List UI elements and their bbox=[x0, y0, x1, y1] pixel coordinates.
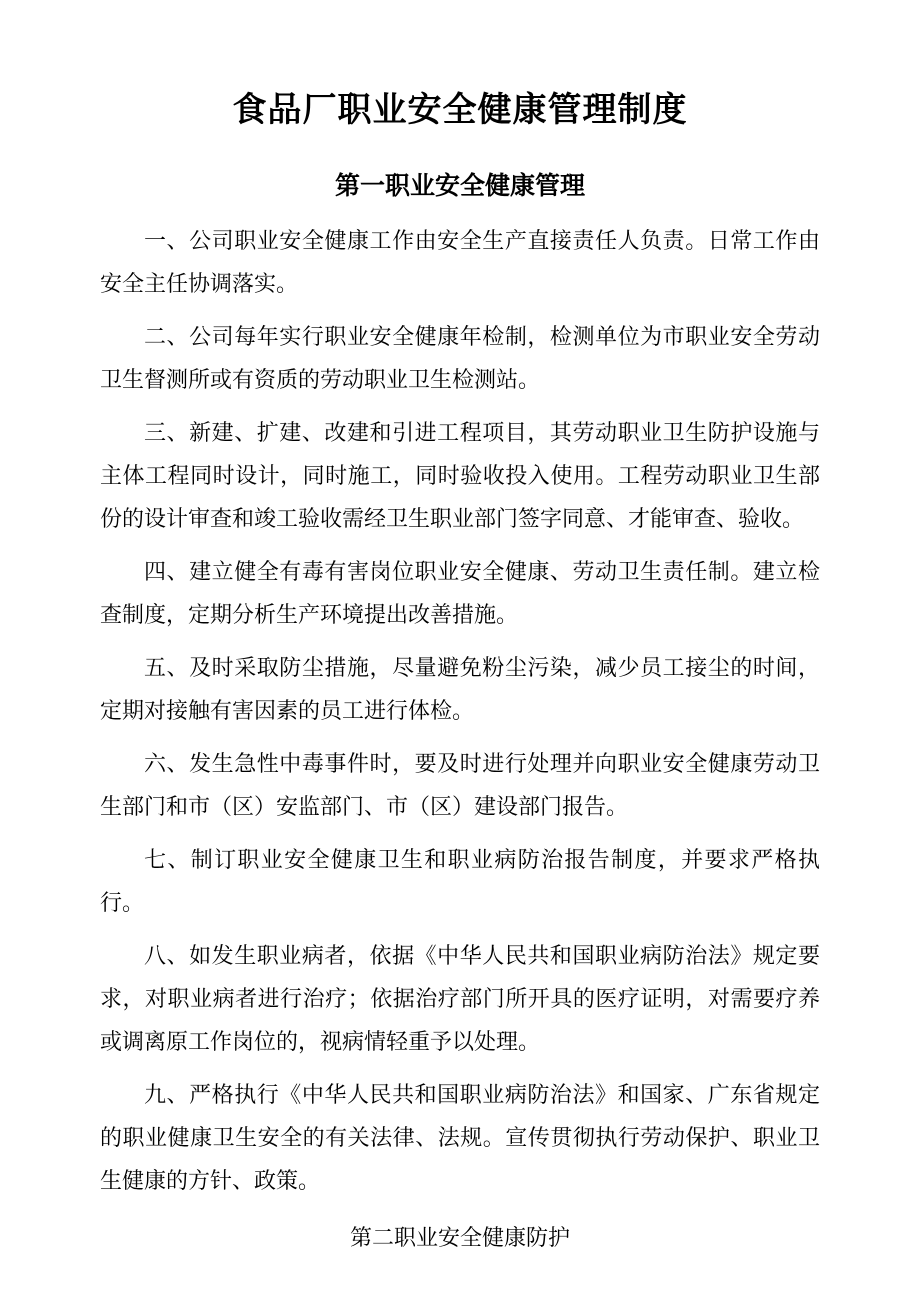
paragraph-8: 八、如发生职业病者，依据《中华人民共和国职业病防治法》规定要求，对职业病者进行治疗；依据治疗部门所开具的医疗证明，对需要疗养或调离原工作岗位的，视病情轻重予以处理。 bbox=[100, 943, 820, 1054]
document-title: 食品厂职业安全健康管理制度 bbox=[232, 92, 688, 129]
paragraph-4: 四、建立健全有毒有害岗位职业安全健康、劳动卫生责任制。建立检查制度，定期分析生产环境提出改善措施。 bbox=[100, 559, 820, 627]
paragraph-6: 六、发生急性中毒事件时，要及时进行处理并向职业安全健康劳动卫生部门和市（区）安监部门、市（区）建设部门报告。 bbox=[100, 751, 820, 819]
paragraph-7: 七、制订职业安全健康卫生和职业病防治报告制度，并要求严格执行。 bbox=[100, 847, 820, 915]
paragraph-9: 九、严格执行《中华人民共和国职业病防治法》和国家、广东省规定的职业健康卫生安全的有关法律、法规。宣传贯彻执行劳动保护、职业卫生健康的方针、政策。 bbox=[100, 1082, 820, 1193]
paragraph-5: 五、及时采取防尘措施，尽量避免粉尘污染，减少员工接尘的时间，定期对接触有害因素的员工进行体检。 bbox=[100, 655, 820, 723]
paragraph-3: 三、新建、扩建、改建和引进工程项目，其劳动职业卫生防护设施与主体工程同时设计，同时施工，同时验收投入使用。工程劳动职业卫生部份的设计审查和竣工验收需经卫生职业部门签字同意、才能审查、验收。 bbox=[100, 420, 820, 531]
section2-heading: 第二职业安全健康防护 bbox=[349, 1225, 570, 1250]
section1-heading: 第一职业安全健康管理 bbox=[334, 172, 585, 200]
paragraph-1: 一、公司职业安全健康工作由安全生产直接责任人负责。日常工作由安全主任协调落实。 bbox=[100, 228, 820, 296]
paragraph-2: 二、公司每年实行职业安全健康年检制，检测单位为市职业安全劳动卫生督测所或有资质的劳动职业卫生检测站。 bbox=[100, 324, 820, 392]
